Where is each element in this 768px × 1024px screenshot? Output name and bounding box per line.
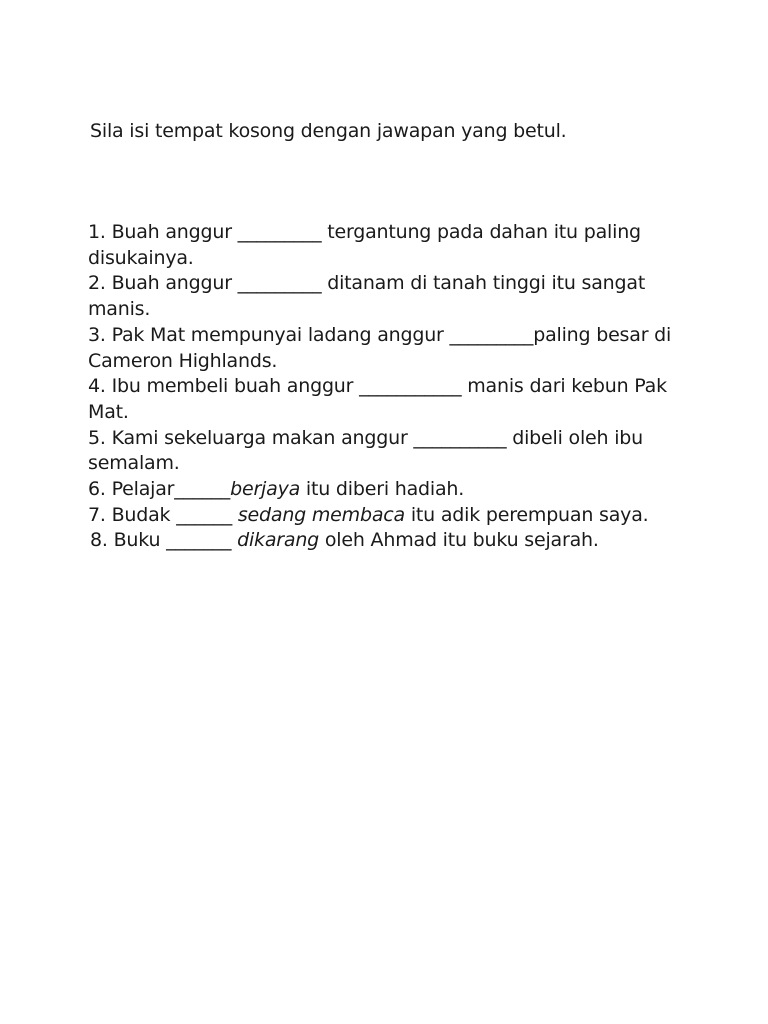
question-item-6 <box>88 477 688 503</box>
question-text: 5. Kami sekeluarga makan anggur __________ dibeli oleh ibu semalam. <box>88 426 643 475</box>
question-item-8 <box>88 528 688 554</box>
question-text: 4. Ibu membeli buah anggur ___________ manis dari kebun Pak Mat. <box>88 375 667 423</box>
question-text-after: itu diberi hadiah. <box>300 478 465 501</box>
question-item-2 <box>88 271 688 322</box>
question-italic-word: sedang membaca <box>237 503 405 526</box>
question-text-after: oleh Ahmad itu buku sejarah. <box>319 529 599 552</box>
question-text-after: itu adik perempuan saya. <box>404 503 649 526</box>
instruction-text: Sila isi tempat kosong dengan jawapan yang betul. <box>90 120 567 142</box>
question-text: 1. Buah anggur _________ tergantung pada dahan itu paling disukainya. <box>88 221 641 269</box>
question-item-1 <box>88 220 688 271</box>
question-text-before: 6. Pelajar______ <box>88 478 231 501</box>
question-item-5 <box>88 426 688 477</box>
question-text-before: 7. Budak ______ <box>88 503 238 526</box>
question-item-3 <box>88 323 688 374</box>
question-item-4 <box>88 374 688 425</box>
question-list <box>88 220 688 554</box>
question-text-before: 8. Buku _______ <box>90 529 238 552</box>
question-italic-word: berjaya <box>230 478 301 501</box>
question-item-7 <box>88 503 688 529</box>
question-text: 2. Buah anggur _________ ditanam di tanah tinggi itu sangat manis. <box>88 272 646 321</box>
question-text: 3. Pak Mat mempunyai ladang anggur _________paling besar di Cameron Highlands. <box>88 323 672 372</box>
question-italic-word: dikarang <box>237 529 320 552</box>
